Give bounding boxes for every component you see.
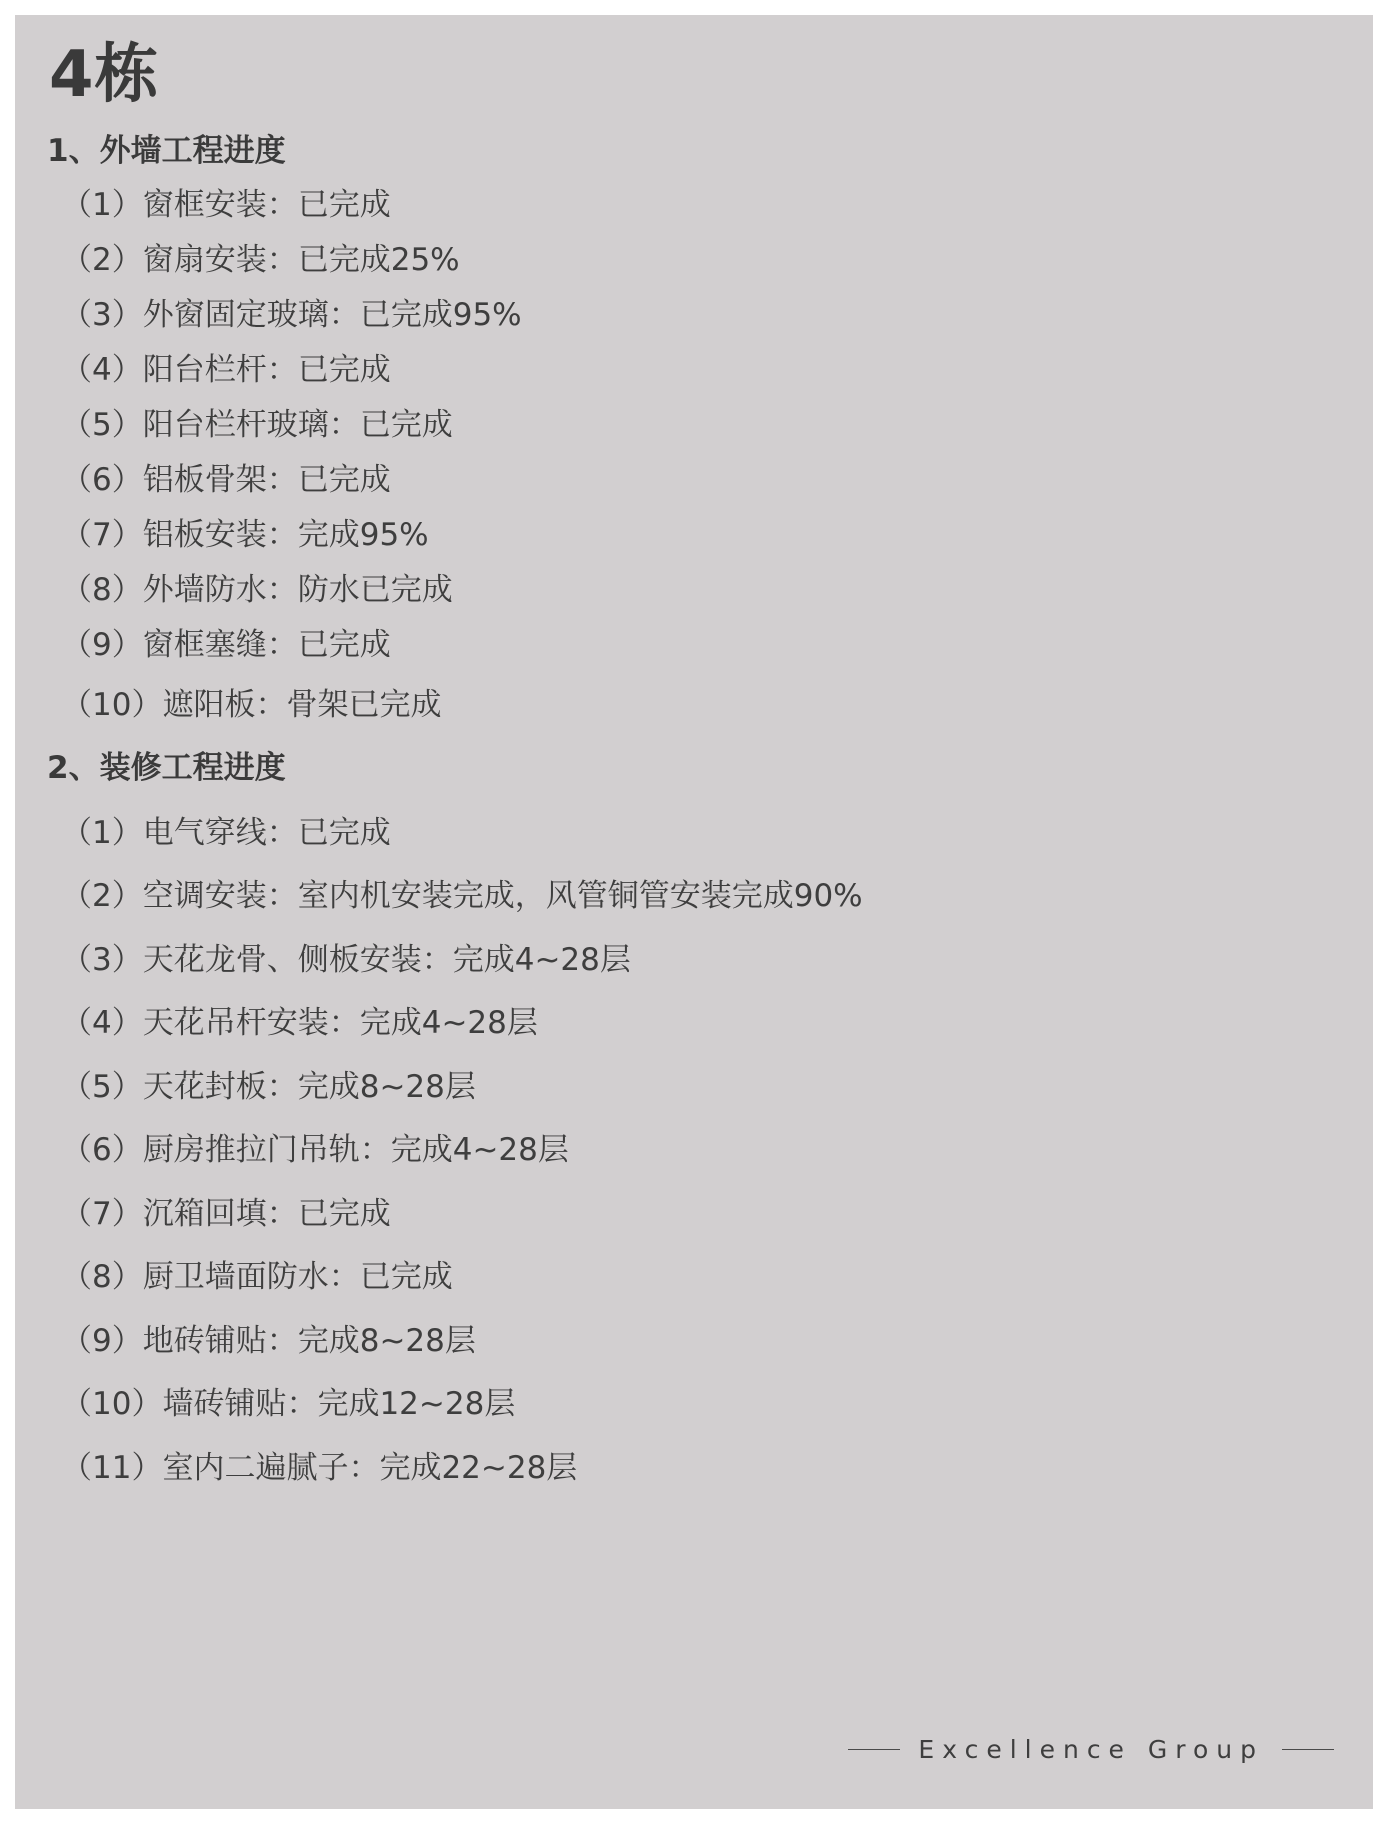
footer <box>848 1735 1334 1764</box>
page-title: 4栋 <box>49 38 160 112</box>
list-item: （10）墙砖铺贴：完成12~28层 <box>61 1386 516 1422</box>
list-item: （2）窗扇安装：已完成25% <box>61 242 460 278</box>
list-item: （8）厨卫墙面防水：已完成 <box>61 1259 453 1295</box>
footer-rule-left <box>848 1749 900 1751</box>
list-item: （5）阳台栏杆玻璃：已完成 <box>61 407 453 443</box>
list-item: （2）空调安装：室内机安装完成，风管铜管安装完成90% <box>61 878 863 914</box>
list-item: （9）窗框塞缝：已完成 <box>61 627 391 663</box>
list-item: （3）外窗固定玻璃：已完成95% <box>61 297 522 333</box>
list-item: （8）外墙防水：防水已完成 <box>61 572 453 608</box>
content-panel <box>15 15 1373 1809</box>
section-heading-exterior-wall: 1、外墙工程进度 <box>47 133 286 169</box>
list-item: （7）铝板安装：完成95% <box>61 517 429 553</box>
list-item: （5）天花封板：完成8~28层 <box>61 1069 476 1105</box>
list-item: （1）电气穿线：已完成 <box>61 815 391 851</box>
list-item: （7）沉箱回填：已完成 <box>61 1196 391 1232</box>
list-item: （6）铝板骨架：已完成 <box>61 462 391 498</box>
footer-rule-right <box>1282 1749 1334 1751</box>
list-item: （11）室内二遍腻子：完成22~28层 <box>61 1450 578 1486</box>
list-item: （4）天花吊杆安装：完成4~28层 <box>61 1005 538 1041</box>
footer-brand-text: Excellence Group <box>918 1735 1264 1764</box>
list-item: （1）窗框安装：已完成 <box>61 187 391 223</box>
list-item: （6）厨房推拉门吊轨：完成4~28层 <box>61 1132 569 1168</box>
list-item: （9）地砖铺贴：完成8~28层 <box>61 1323 476 1359</box>
section-heading-decoration: 2、装修工程进度 <box>47 750 286 786</box>
list-item: （10）遮阳板：骨架已完成 <box>61 687 442 723</box>
list-item: （3）天花龙骨、侧板安装：完成4~28层 <box>61 942 631 978</box>
list-item: （4）阳台栏杆：已完成 <box>61 352 391 388</box>
